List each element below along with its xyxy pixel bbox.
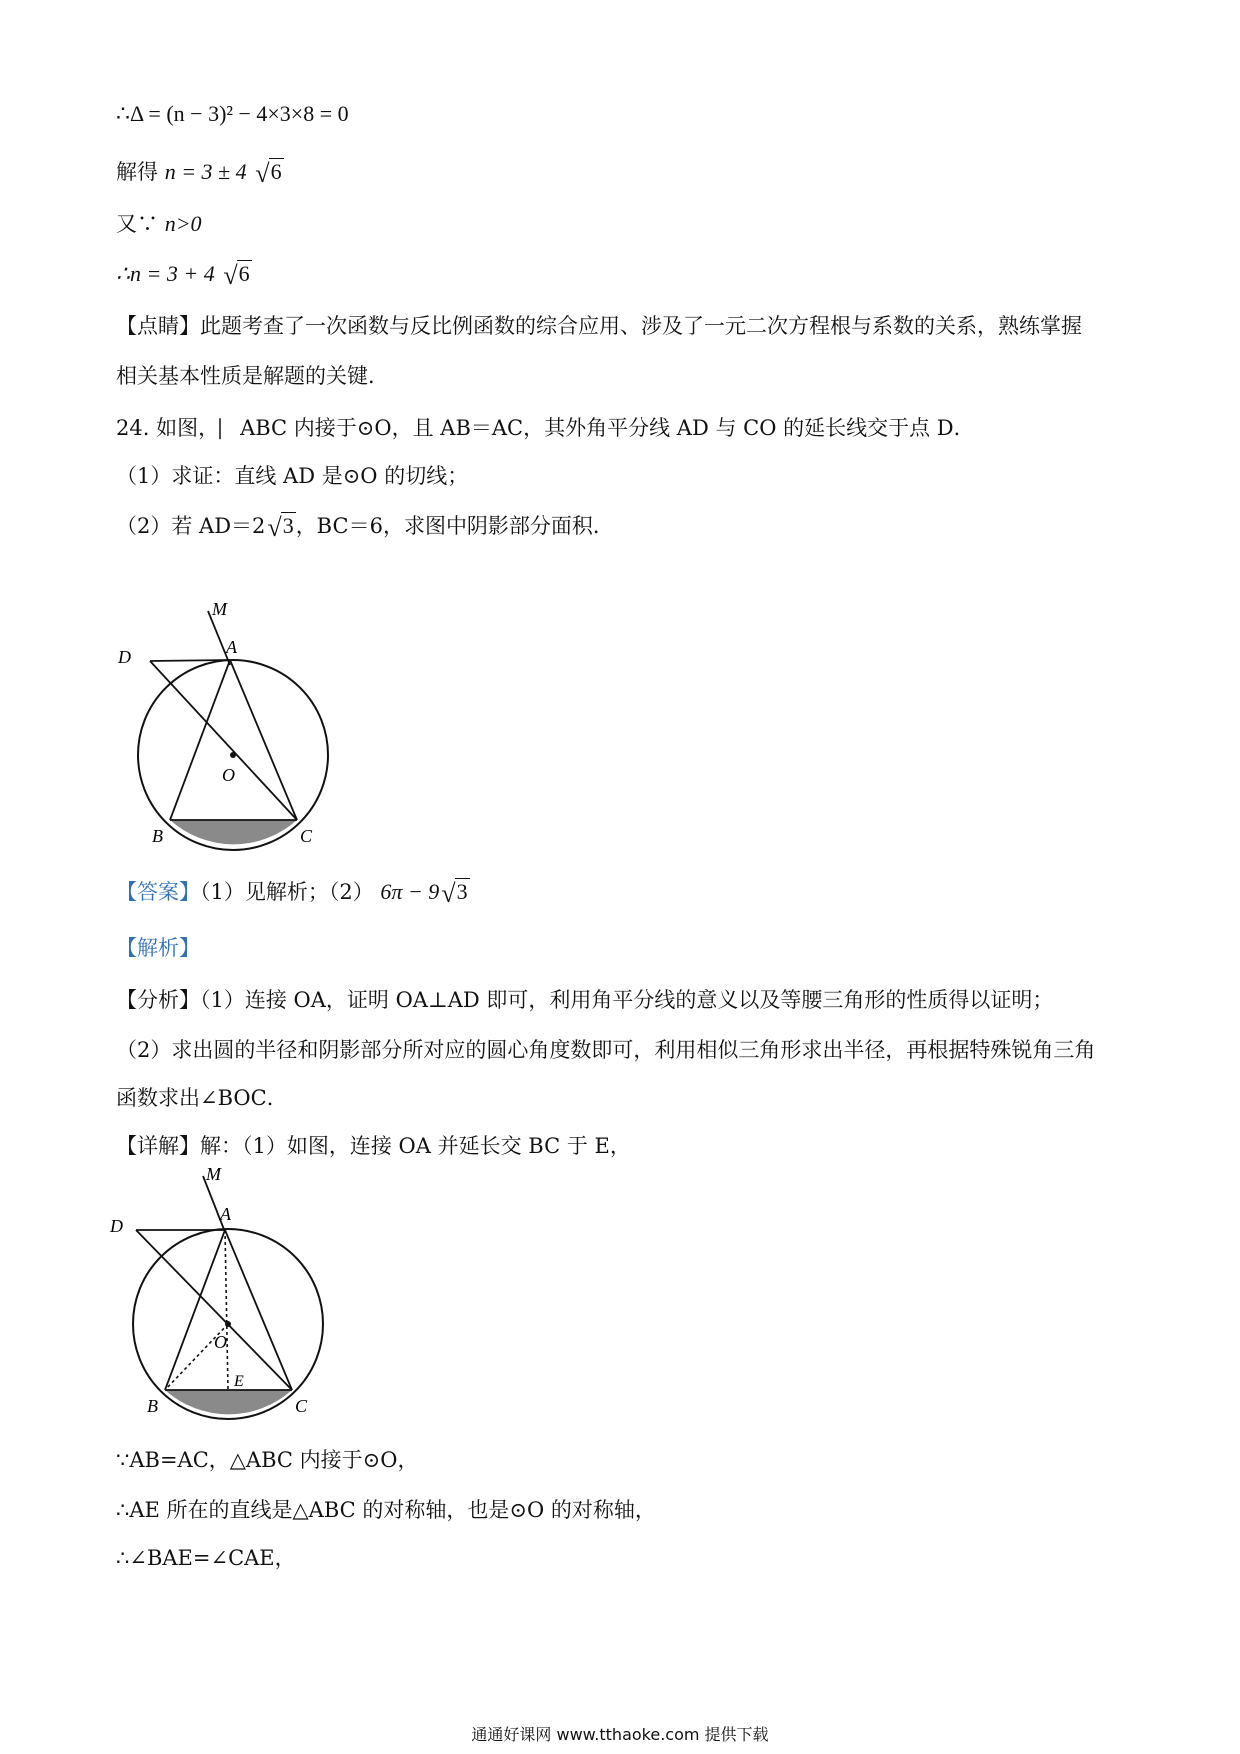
page-footer: 通通好课网 www.tthaoke.com 提供下载 xyxy=(471,1725,769,1744)
label-b: B xyxy=(152,826,163,846)
center-point xyxy=(225,1321,231,1327)
xiangjie-line xyxy=(116,1132,631,1160)
solution-n-line xyxy=(116,158,284,188)
part2-pre: （2）若 AD＝2 xyxy=(116,514,266,538)
center-point xyxy=(230,752,236,758)
line-ab xyxy=(170,660,230,820)
xiangjie-label: 【详解】 xyxy=(116,1134,200,1158)
sqrt-3: √3 xyxy=(267,513,294,542)
dianjing-text: 此题考查了一次函数与反比例函数的综合应用、涉及了一元二次方程根与系数的关系，熟练掌握 xyxy=(200,314,1082,338)
label-o: O xyxy=(222,765,235,785)
radicand: 6 xyxy=(270,159,282,184)
radicand: 3 xyxy=(282,513,294,538)
inequality-n: n>0 xyxy=(164,211,202,236)
sqrt-3-answer: √3 xyxy=(441,879,468,908)
fenxi-line-2: （2）求出圆的半径和阴影部分所对应的圆心角度数即可，利用相似三角形求出半径，再根据特殊锐角三角 xyxy=(116,1038,1096,1062)
dianjing-line-2: 相关基本性质是解题的关键． xyxy=(116,364,389,388)
proof-line-3: ∴∠BAE=∠CAE， xyxy=(116,1546,296,1570)
answer-label: 【答案】 xyxy=(116,880,200,904)
line-ac xyxy=(230,660,297,820)
label-a: A xyxy=(220,1204,231,1224)
question-24-part1: （1）求证：直线 AD 是⊙O 的切线； xyxy=(116,464,469,488)
label-b: B xyxy=(147,1396,158,1416)
dotted-line-ae xyxy=(225,1230,228,1390)
sqrt-6-final: √6 xyxy=(223,261,250,290)
line-ac xyxy=(225,1230,292,1390)
label-d: D xyxy=(110,1216,123,1236)
line-da xyxy=(150,660,230,661)
text-you: 又∵ xyxy=(116,212,158,236)
equation-n-final: ∴n = 3 + 4 xyxy=(116,261,215,286)
line-ab xyxy=(165,1230,225,1390)
condition-line xyxy=(116,210,202,238)
fenxi-line-3: 函数求出∠BOC． xyxy=(116,1086,288,1110)
label-d: D xyxy=(118,647,131,667)
dianjing-label: 【点睛】 xyxy=(116,314,200,338)
question-24-part2 xyxy=(116,512,614,542)
proof-line-2: ∴AE 所在的直线是△ABC 的对称轴，也是⊙O 的对称轴， xyxy=(116,1498,656,1522)
radicand: 6 xyxy=(238,261,250,286)
fenxi-text: （1）连接 OA，证明 OA⊥AD 即可，利用角平分线的意义以及等腰三角形的性质得以证明； xyxy=(200,988,1054,1012)
equation-discriminant: ∴Δ = (n − 3)² − 4×3×8 = 0 xyxy=(116,101,349,126)
proof-line-1: ∵AB=AC，△ABC 内接于⊙O， xyxy=(116,1448,419,1472)
conclusion-n-line xyxy=(116,260,252,290)
answer-math: 6π − 9 xyxy=(380,879,440,904)
label-m: M xyxy=(206,1164,221,1184)
label-m: M xyxy=(212,599,227,619)
label-e: E xyxy=(234,1373,244,1390)
label-o: O xyxy=(214,1332,227,1352)
label-c: C xyxy=(295,1396,308,1416)
shaded-segment xyxy=(170,820,297,844)
sqrt-6: √6 xyxy=(255,159,282,188)
xiangjie-text: 解：（1）如图，连接 OA 并延长交 BC 于 E， xyxy=(200,1134,631,1158)
label-c: C xyxy=(300,826,313,846)
dianjing-line-1 xyxy=(116,312,1082,340)
equation-n: n = 3 ± 4 xyxy=(164,159,247,184)
answer-text: （1）见解析；（2） xyxy=(200,880,374,904)
text-jiede: 解得 xyxy=(116,160,158,184)
part2-post: ，BC＝6，求图中阴影部分面积． xyxy=(295,514,614,538)
radicand: 3 xyxy=(456,879,468,904)
geometry-figure-1 xyxy=(100,595,340,855)
line-dc xyxy=(136,1230,292,1390)
analysis-label: 【解析】 xyxy=(116,936,200,960)
fenxi-line-1 xyxy=(116,986,1053,1014)
question-24-stem: 24. 如图，⎸ABC 内接于⊙O，且 AB＝AC，其外角平分线 AD 与 CO 的延长线交于点 D． xyxy=(116,416,975,440)
answer-line xyxy=(116,878,470,908)
line-dc xyxy=(150,661,297,820)
shaded-segment xyxy=(165,1390,292,1414)
fenxi-label: 【分析】 xyxy=(116,988,200,1012)
geometry-figure-2 xyxy=(100,1164,340,1424)
label-a: A xyxy=(226,637,237,657)
